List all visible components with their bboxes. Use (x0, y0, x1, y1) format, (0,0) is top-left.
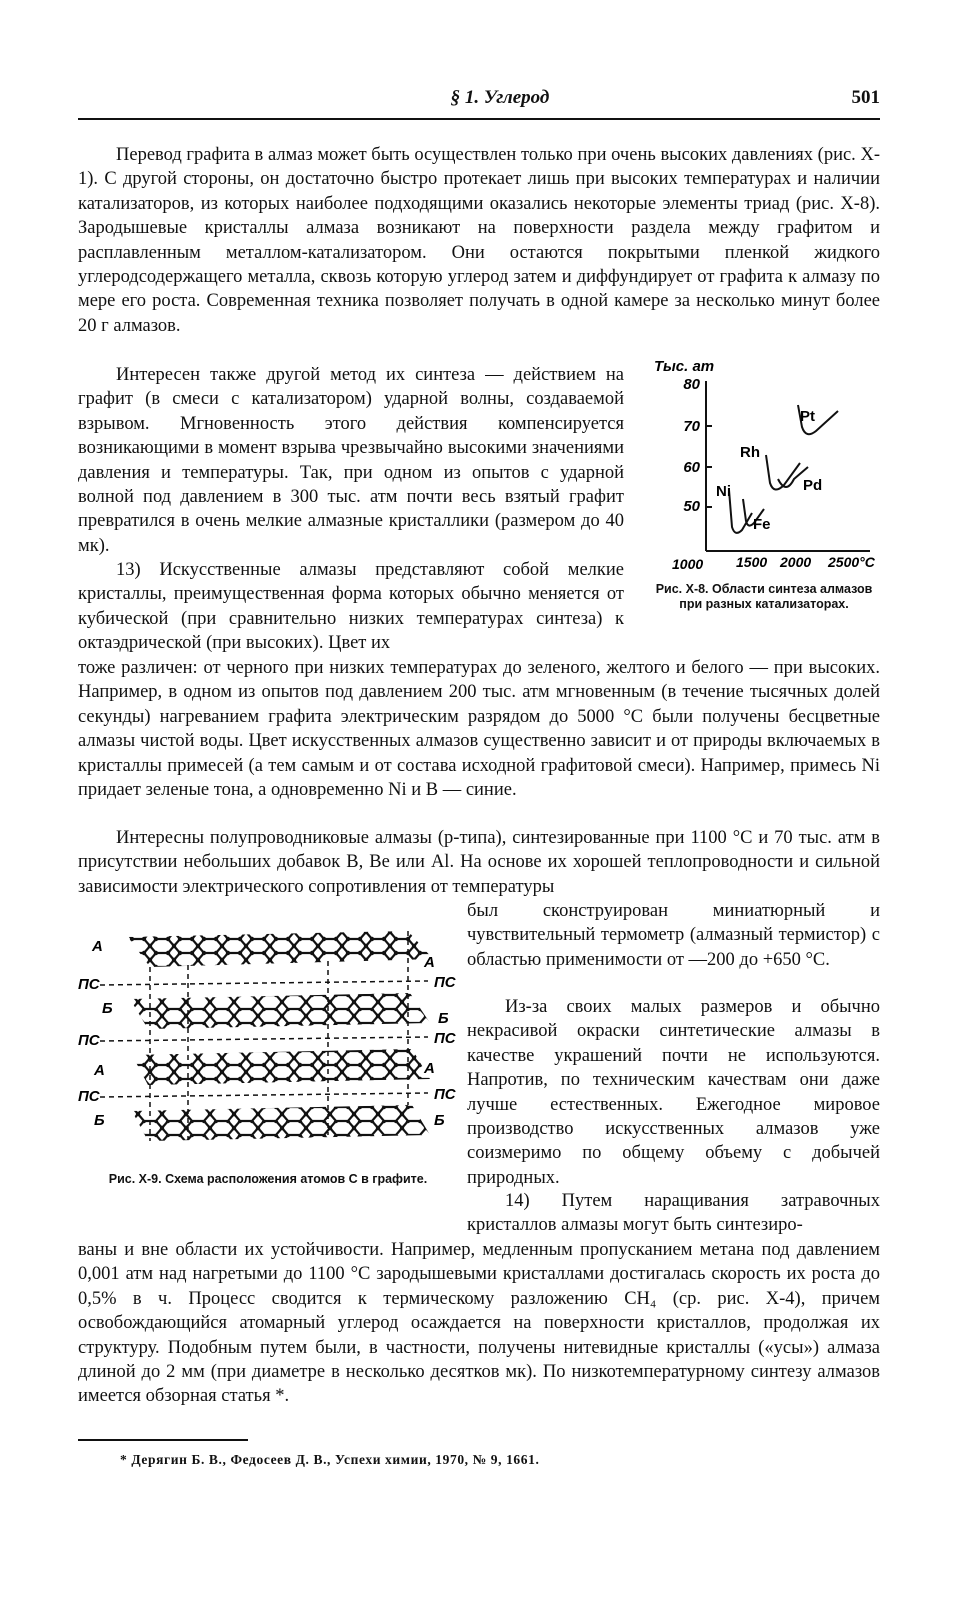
figure-x8-catalyst-chart (640, 355, 885, 580)
figure-x9-graphite-lattice (78, 925, 463, 1170)
fig9-right-label: ПС (434, 1086, 456, 1103)
fig8-label-rh: Rh (740, 444, 760, 461)
fig9-left-label: ПС (78, 1088, 100, 1105)
fig9-plane-line (100, 1037, 428, 1041)
fig8-y-tick: 80 (683, 376, 700, 393)
fig8-x-tick: 1000 (672, 556, 704, 572)
fig9-right-label: ПС (434, 1030, 456, 1047)
fig8-y-tick: 70 (683, 418, 700, 435)
fig9-right-label: Б (434, 1112, 445, 1129)
page-number: 501 (851, 87, 880, 108)
footnote-rule (78, 1439, 248, 1441)
fig8-y-tick: 50 (683, 498, 700, 515)
fig9-layer-a-lower (132, 1049, 430, 1085)
paragraph-seed-growth-start: 14) Путем наращивания затравочных кристаллов алмазы могут быть синтезиро- (467, 1191, 880, 1236)
paragraph-thermistor: был сконструирован миниатюрный и чувствительный термометр (алмазный термистор) с областью применимости от —200 до +650 °С. (467, 901, 880, 970)
fig8-label-ni: Ni (716, 483, 731, 500)
fig8-x-tick: 1500 (736, 554, 768, 570)
fig9-left-label: А (92, 938, 103, 955)
fig8-y-tick: 60 (683, 459, 700, 476)
figure-x8-caption: Рис. X-8. Области синтеза алмазов при разных катализаторах. (655, 582, 873, 611)
figure-x9-caption: Рис. X-9. Схема расположения атомов С в графите. (108, 1172, 428, 1186)
fig8-label-fe: Fe (753, 516, 771, 533)
fig9-left-label: Б (94, 1112, 105, 1129)
fig8-curve-rh (766, 455, 800, 490)
footnote: * Дерягин Б. В., Федосеев Д. В., Успехи химии, 1970, № 9, 1661. (120, 1452, 540, 1467)
paragraph-shock-wave-synthesis: Интересен также другой метод их синтеза — действием на графит (в смеси с катализатором) ударной волны, создаваемой взрывом. Мгновенность этого действия компенсируется возникающими в момент взрыва чрезвычайно высокими значениями давления и температуры. Так, при одном из опытов с ударной волной под давлением в 300 тыс. атм почти весь взятый графит превратился в очень мелкие алмазные кристаллики (размером до 40 мк). (78, 365, 624, 556)
fig9-left-label: Б (102, 1000, 113, 1017)
fig8-x-tick: 2000 (780, 554, 812, 570)
fig9-right-label: ПС (434, 974, 456, 991)
running-header: § 1. Углерод (450, 87, 550, 108)
fig9-right-label: А (424, 1060, 435, 1077)
header-rule (78, 118, 880, 120)
paragraph-usage: Из-за своих малых размеров и обычно некрасивой окраски синтетические алмазы в качестве украшений почти не используются. Напротив, по техническим качествам они даже лучше естественных. Ежегодное мировое производство искусственных алмазов уже соизмеримо по общему объему с добычей природных. (467, 997, 880, 1188)
fig9-plane-line (100, 1093, 428, 1097)
paragraph-artificial-diamonds-start: 13) Искусственные алмазы представляют собой мелкие кристаллы, преимущественная форма которых обычно меняется от кубической (при сравнительно низких температурах синтеза) к октаэдрической (при высоких). Цвет их (78, 560, 624, 654)
fig9-layer-a-top (128, 931, 433, 967)
paragraph-semiconductor-diamonds: Интересны полупроводниковые алмазы (р-типа), синтезированные при 1100 °С и 70 тыс. атм в присутствии небольших добавок В, Be или Al. На основе их хорошей теплопроводности и сильной зависимости электрического сопротивления от температуры (78, 828, 880, 897)
fig9-left-label: ПС (78, 976, 100, 993)
fig9-layer-b-bottom (132, 1105, 430, 1141)
fig8-x-tick: 2500°С (828, 554, 875, 570)
fig8-label-pt: Pt (800, 408, 815, 425)
paragraph-graphite-conversion: Перевод графита в алмаз может быть осуществлен только при очень высоких давлениях (рис. X-1). С другой стороны, он достаточно быстро протекает лишь при высоких температурах и наличии катализаторов, из которых наиболее подходящими оказались некоторые элементы триад (рис. X-8). Зародышевые кристаллы алмаза возникают на поверхности раздела между графитом и расплавленным металлом-катализатором. Они остаются покрытыми пленкой жидкого углеродсодержащего металла, сквозь которую углерод затем и диффундирует от графита к алмазу по мере его роста. Современная техника позволяет получать в одной камере за несколько минут более 20 г алмазов. (78, 145, 880, 336)
fig8-label-pd: Pd (803, 477, 823, 494)
fig9-layer-b-upper (130, 993, 430, 1029)
fig8-y-unit: Тыс. ат (654, 358, 715, 375)
fig9-left-label: А (94, 1062, 105, 1079)
paragraph-artificial-diamonds-cont: тоже различен: от черного при низких температурах до зеленого, желтого и белого — при высоких. Например, в одном из опытов под давлением 200 тыс. атм мгновенным (в течение тысячных долей секунды) нагреванием графита электрическим разрядом до 5000 °С были получены бесцветные алмазы чистой воды. Цвет искусственных алмазов существенно зависит и от природы включаемых в кристаллы примесей (а тем самым и от состава исходной графитовой смеси). Например, примесь Ni придает зеленые тона, а одновременно Ni и В — синие. (78, 658, 880, 801)
fig9-plane-line (100, 981, 428, 985)
fig8-curve-ni (729, 490, 752, 533)
fig9-left-label: ПС (78, 1032, 100, 1049)
paragraph-seed-growth-cont: ваны и вне области их устойчивости. Например, медленным пропусканием метана под давлением 0,001 атм над нагретыми до 1100 °С зародышевыми кристаллами достигалась скорость их роста до 0,5% в ч. Процесс сводится к термическому разложению CH₄ (ср. рис. X-4), причем освобождающийся атомарный углерод осаждается на поверхности кристаллов, продолжая их структуру. Подобным путем были, в частности, получены нитевидные кристаллы («усы») алмаза длиной до 2 мм (при диаметре в несколько десятков мк). По низкотемпературному синтезу алмазов имеется обзорная статья *. (78, 1240, 880, 1407)
fig9-right-label: А (424, 954, 435, 971)
fig9-right-label: Б (438, 1010, 449, 1027)
